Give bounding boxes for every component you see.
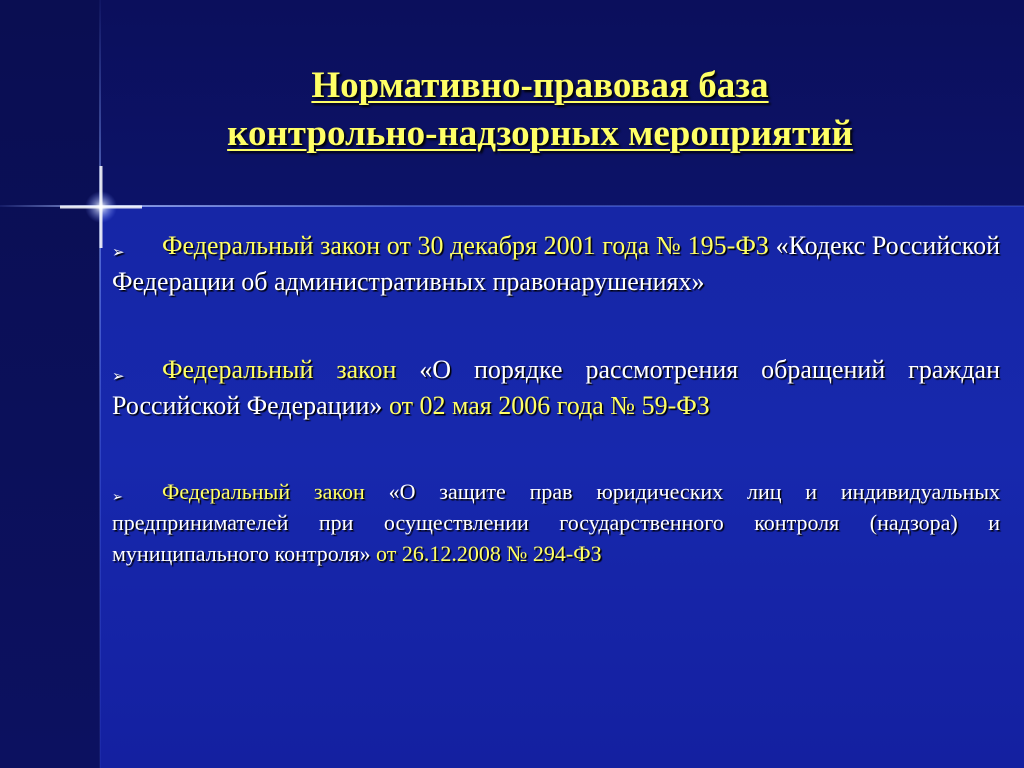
title-line-2: контрольно-надзорных мероприятий (227, 113, 853, 154)
item-lead: Федеральный закон (162, 479, 365, 504)
arrow-bullet-icon: ➢ (112, 369, 125, 385)
item-tail: от 02 мая 2006 года № 59-ФЗ (388, 391, 710, 420)
arrow-bullet-icon: ➢ (112, 489, 123, 504)
item-middle: «О защите прав юридических лиц и индивидуальных предпринимателей при осуществлении государственного контроля (надзора) и муниципального контроля» (112, 479, 1001, 566)
list-item (112, 228, 1000, 300)
left-band (0, 0, 100, 768)
item-rest: «Кодекс Российской Федерации об административных правонарушениях» (112, 231, 1001, 296)
item-middle: «О порядке рассмотрения обращений граждан Российской Федерации» (112, 355, 1000, 420)
item-lead: Федеральный закон (162, 355, 397, 384)
title-line-1: Нормативно-правовая база (311, 65, 769, 106)
horizontal-accent-line (0, 205, 1024, 207)
item-tail: от 26.12.2008 № 294-ФЗ (376, 541, 602, 566)
vertical-accent-line (99, 0, 101, 768)
arrow-bullet-icon: ➢ (112, 245, 125, 261)
slide-title (130, 62, 950, 158)
item-lead: Федеральный закон от 30 декабря 2001 года № 195-ФЗ (162, 231, 769, 260)
list-item (112, 476, 1000, 569)
bullet-list (112, 228, 1000, 569)
list-item (112, 352, 1000, 424)
